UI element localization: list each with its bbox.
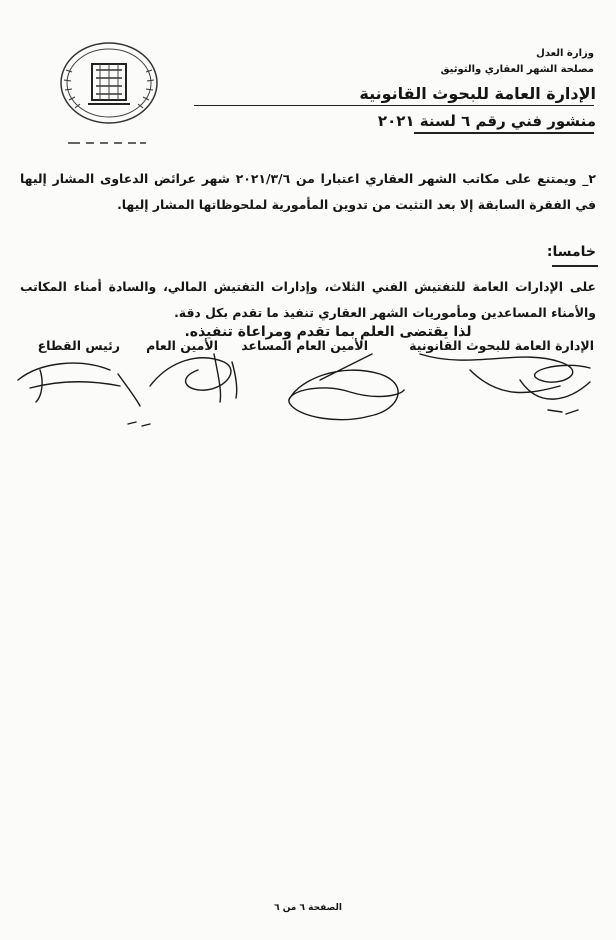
section-heading-fifth: خامسا: [546, 244, 596, 260]
signature-scrawl-1 [420, 354, 590, 414]
section-heading-underline [552, 265, 598, 267]
ministry-name: وزارة العدل [536, 48, 594, 59]
circular-underline [414, 132, 594, 134]
signature-scrawl-4 [18, 363, 150, 426]
signature-title-sector-head: رئيس القطاع [37, 338, 120, 353]
signature-title-secretary-general: الأمين العام [146, 338, 218, 353]
department-title: الإدارة العامة للبحوث القانونية [359, 84, 596, 103]
circular-number: منشور فني رقم ٦ لسنة ٢٠٢١ [377, 112, 596, 130]
page-number: الصفحة ٦ من ٦ [274, 903, 342, 913]
authority-name: مصلحة الشهر العقاري والتوثيق [440, 64, 594, 75]
paragraph-distribution: على الإدارات العامة للتفتيش الفني الثلاث، وإدارات التفتيش المالي، والسادة أمناء المكاتب والأمناء المساعدين ومأموريات الشهر العقاري تنفيذ ما تقدم بكل دقة. [20, 279, 596, 320]
paragraph-item-2: ٢_ ويمتنع على مكاتب الشهر العقاري اعتبارا من ٢٠٢١/٣/٦ شهر عرائض الدعاوى المشار إليها في الفقرة السابقة إلا بعد التثبت من تدوين المأمورية لملحوظاتها المشار إليها. [20, 171, 596, 212]
signature-scrawl-3 [150, 354, 237, 402]
signature-scrawl-2 [289, 354, 404, 420]
closing-line: لذا يقتضى العلم بما تقدم ومراعاة تنفيذه. [184, 324, 472, 340]
handwritten-signatures [0, 340, 616, 460]
seal-icon [58, 40, 160, 126]
seal-dash-line [66, 138, 148, 148]
header-underline [194, 105, 594, 106]
signature-title-assistant-secretary: الأمين العام المساعد [241, 338, 368, 353]
signature-title-legal-research: الإدارة العامة للبحوث القانونية [409, 338, 594, 353]
